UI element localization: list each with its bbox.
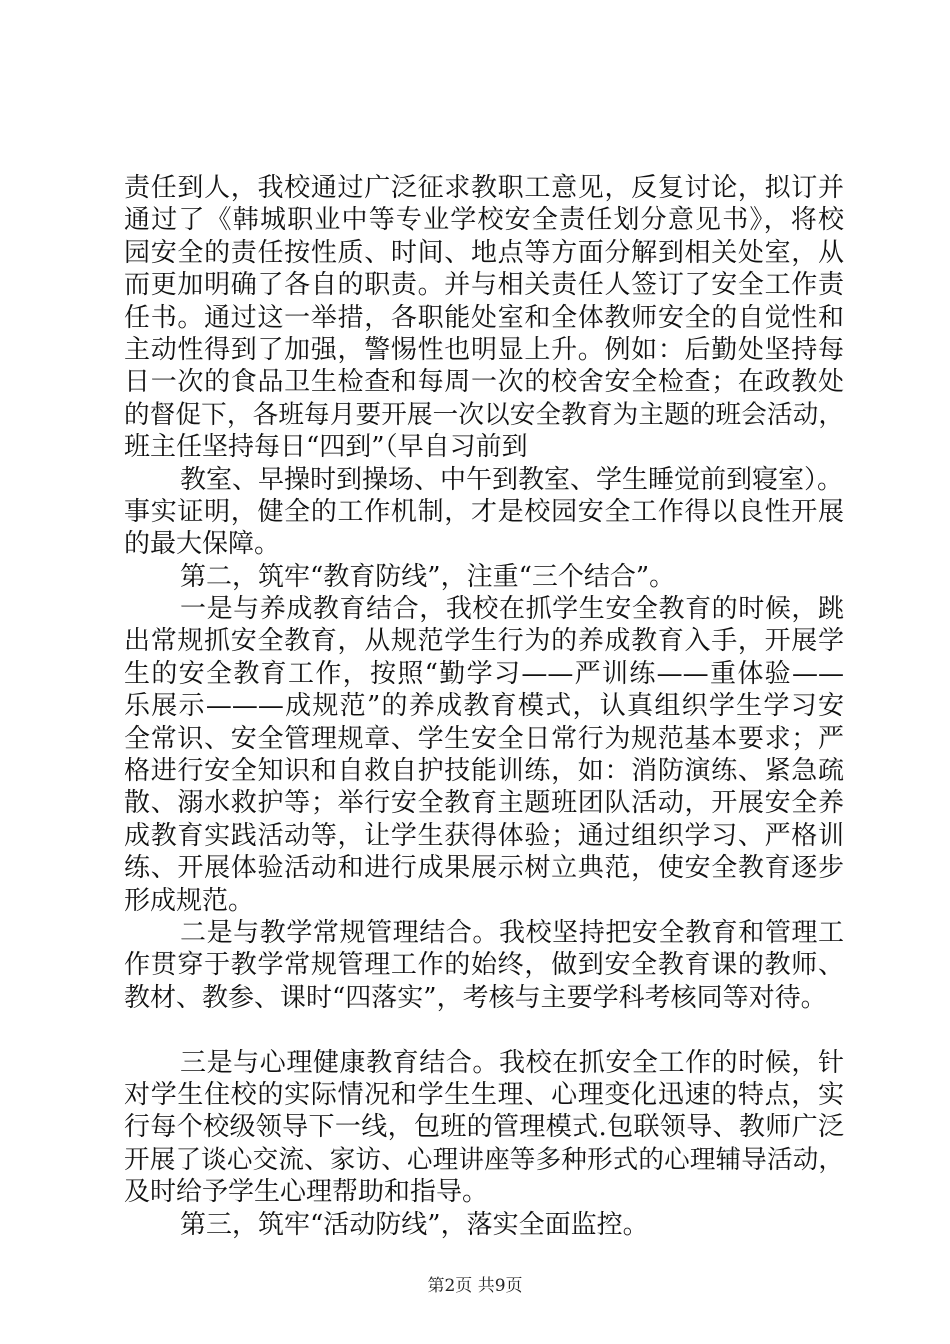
text-line: 练、开展体验活动和进行成果展示树立典范，使安全教育逐步 — [124, 853, 844, 884]
text-line: 教室、早操时到操场、中午到教室、学生睡觉前到寝室）。 — [180, 464, 844, 495]
document-body — [124, 172, 844, 1241]
text-line: 及时给予学生心理帮助和指导。 — [124, 1177, 489, 1208]
text-line: 生的安全教育工作，按照“勤学习——严训练——重体验—— — [124, 658, 844, 689]
text-line: 日一次的食品卫生检查和每周一次的校舍安全检查；在政教处 — [124, 367, 844, 398]
text-line: 责任到人，我校通过广泛征求教职工意见，反复讨论，拟订并 — [124, 173, 844, 203]
text-line: 对学生住校的实际情况和学生生理、心理变化迅速的特点，实 — [124, 1079, 844, 1110]
text-line: 一是与养成教育结合，我校在抓学生安全教育的时候，跳 — [180, 594, 844, 625]
text-line: 主动性得到了加强，警惕性也明显上升。例如：后勤处坚持每 — [124, 334, 844, 365]
text-line: 园安全的责任按性质、时间、地点等方面分解到相关处室，从 — [124, 237, 844, 268]
text-line: 而更加明确了各自的职责。并与相关责任人签订了安全工作责 — [124, 270, 844, 301]
text-line: 的督促下，各班每月要开展一次以安全教育为主题的班会活动， — [124, 399, 844, 430]
text-line: 事实证明，健全的工作机制，才是校园安全工作得以良性开展 — [124, 496, 844, 527]
text-line: 的最大保障。 — [124, 529, 281, 560]
section-heading: 第三，筑牢“活动防线”，落实全面监控。 — [180, 1209, 649, 1240]
text-line: 开展了谈心交流、家访、心理讲座等多种形式的心理辅导活动， — [124, 1144, 844, 1175]
text-line: 教材、教参、课时“四落实”，考核与主要学科考核同等对待。 — [124, 982, 827, 1013]
text-line: 行每个校级领导下一线，包班的管理模式.包联领导、教师广泛 — [124, 1112, 844, 1143]
text-line: 成教育实践活动等，让学生获得体验；通过组织学习、严格训 — [124, 820, 844, 851]
text-line: 出常规抓安全教育，从规范学生行为的养成教育入手，开展学 — [124, 626, 844, 657]
text-line: 班主任坚持每日“四到”（早自习前到 — [124, 432, 528, 463]
text-line: 三是与心理健康教育结合。我校在抓安全工作的时候，针 — [180, 1047, 844, 1078]
text-line: 二是与教学常规管理结合。我校坚持把安全教育和管理工 — [180, 917, 844, 948]
text-line: 格进行安全知识和自救自护技能训练，如：消防演练、紧急疏 — [124, 756, 844, 787]
text-line: 乐展示———成规范”的养成教育模式，认真组织学生学习安 — [124, 691, 844, 722]
page-number-footer: 第2页 共9页 — [427, 1276, 523, 1296]
section-heading: 第二，筑牢“教育防线”，注重“三个结合”。 — [180, 561, 676, 592]
blank-line — [124, 1014, 844, 1046]
text-line: 任书。通过这一举措，各职能处室和全体教师安全的自觉性和 — [124, 302, 844, 333]
text-line: 散、溺水救护等；举行安全教育主题班团队活动，开展安全养 — [124, 788, 844, 819]
text-line: 形成规范。 — [124, 885, 255, 916]
text-line: 全常识、安全管理规章、学生安全日常行为规范基本要求；严 — [124, 723, 844, 754]
text-line: 通过了《韩城职业中等专业学校安全责任划分意见书》，将校 — [124, 205, 844, 236]
text-line: 作贯穿于教学常规管理工作的始终，做到安全教育课的教师、 — [124, 950, 844, 981]
